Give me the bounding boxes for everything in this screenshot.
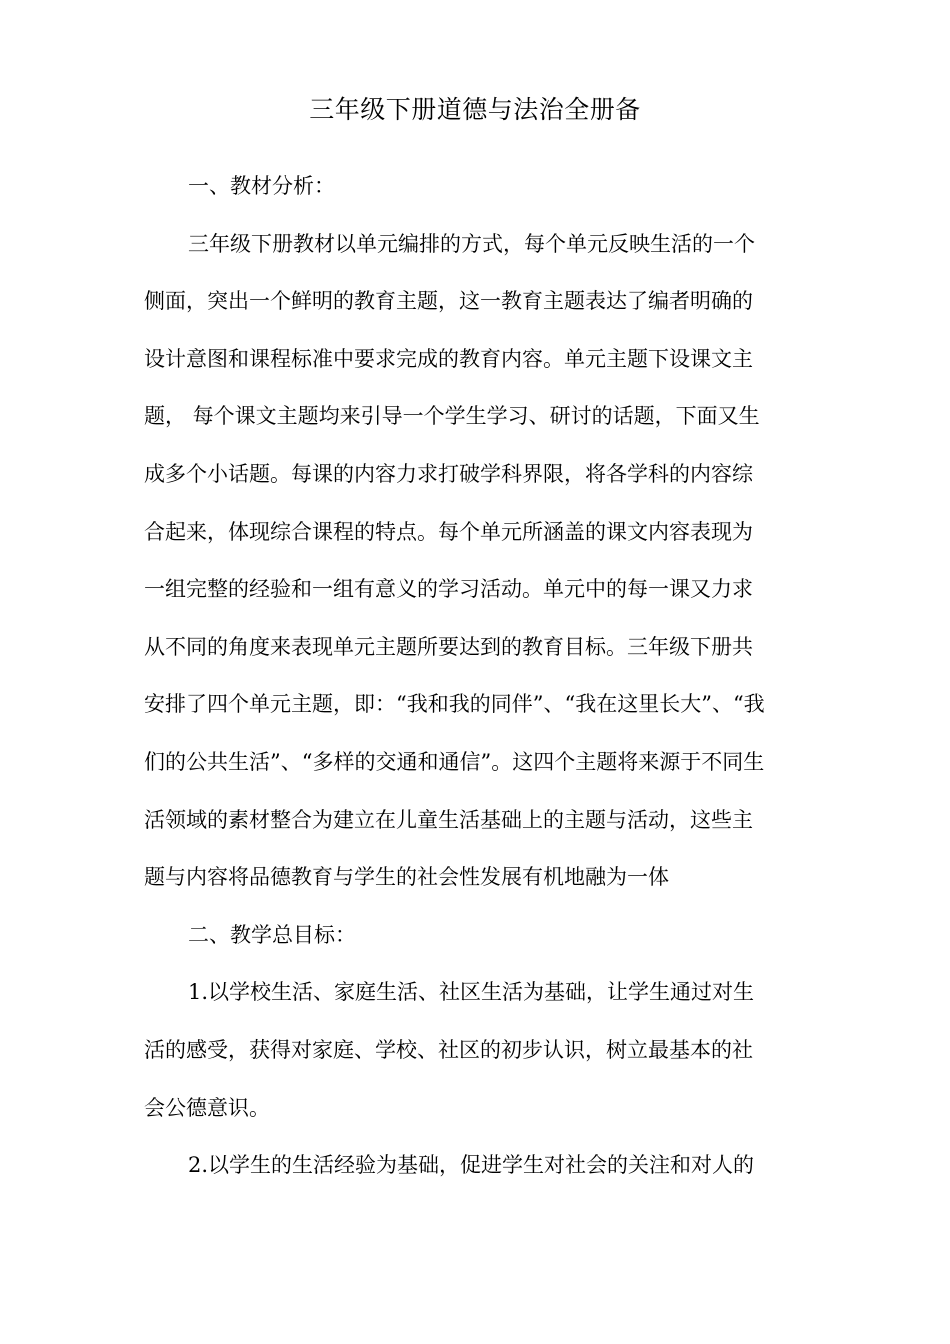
- paragraph-line: 们的公共生活”、“多样的交通和通信”。这四个主题将来源于不同生: [144, 749, 765, 774]
- paragraph-line: 题， 每个课文主题均来引导一个学生学习、研讨的话题，下面又生: [144, 404, 760, 429]
- paragraph-line: 设计意图和课程标准中要求完成的教育内容。单元主题下设课文主: [144, 346, 753, 371]
- paragraph-line: 安排了四个单元主题，即：“我和我的同伴”、“我在这里长大”、“我: [144, 692, 765, 717]
- list-item-line: 2.以学生的生活经验为基础，促进学生对社会的关注和对人的: [188, 1153, 755, 1178]
- list-item-line: 1.以学校生活、家庭生活、社区生活为基础，让学生通过对生: [188, 980, 755, 1005]
- paragraph-line: 从不同的角度来表现单元主题所要达到的教育目标。三年级下册共: [144, 634, 753, 659]
- paragraph-line: 活领域的素材整合为建立在儿童生活基础上的主题与活动，这些主: [144, 807, 753, 832]
- paragraph-line: 侧面，突出一个鲜明的教育主题，这一教育主题表达了编者明确的: [144, 289, 753, 314]
- paragraph-line: 一组完整的经验和一组有意义的学习活动。单元中的每一课又力求: [144, 577, 753, 602]
- list-item-line: 活的感受，获得对家庭、学校、社区的初步认识，树立最基本的社: [144, 1037, 753, 1062]
- section-heading-textbook-analysis: 一、教材分析：: [188, 174, 335, 198]
- paragraph-line: 题与内容将品德教育与学生的社会性发展有机地融为一体: [144, 865, 669, 890]
- paragraph-line: 合起来，体现综合课程的特点。每个单元所涵盖的课文内容表现为: [144, 519, 753, 544]
- list-item-line: 会公德意识。: [144, 1095, 270, 1120]
- document-title: 三年级下册道德与法治全册备: [309, 95, 641, 124]
- document-body: [144, 158, 814, 1195]
- paragraph-line: 三年级下册教材以单元编排的方式，每个单元反映生活的一个: [188, 231, 755, 256]
- section-heading-teaching-goals: 二、教学总目标：: [188, 922, 356, 947]
- paragraph-line: 成多个小话题。每课的内容力求打破学科界限，将各学科的内容综: [144, 461, 753, 486]
